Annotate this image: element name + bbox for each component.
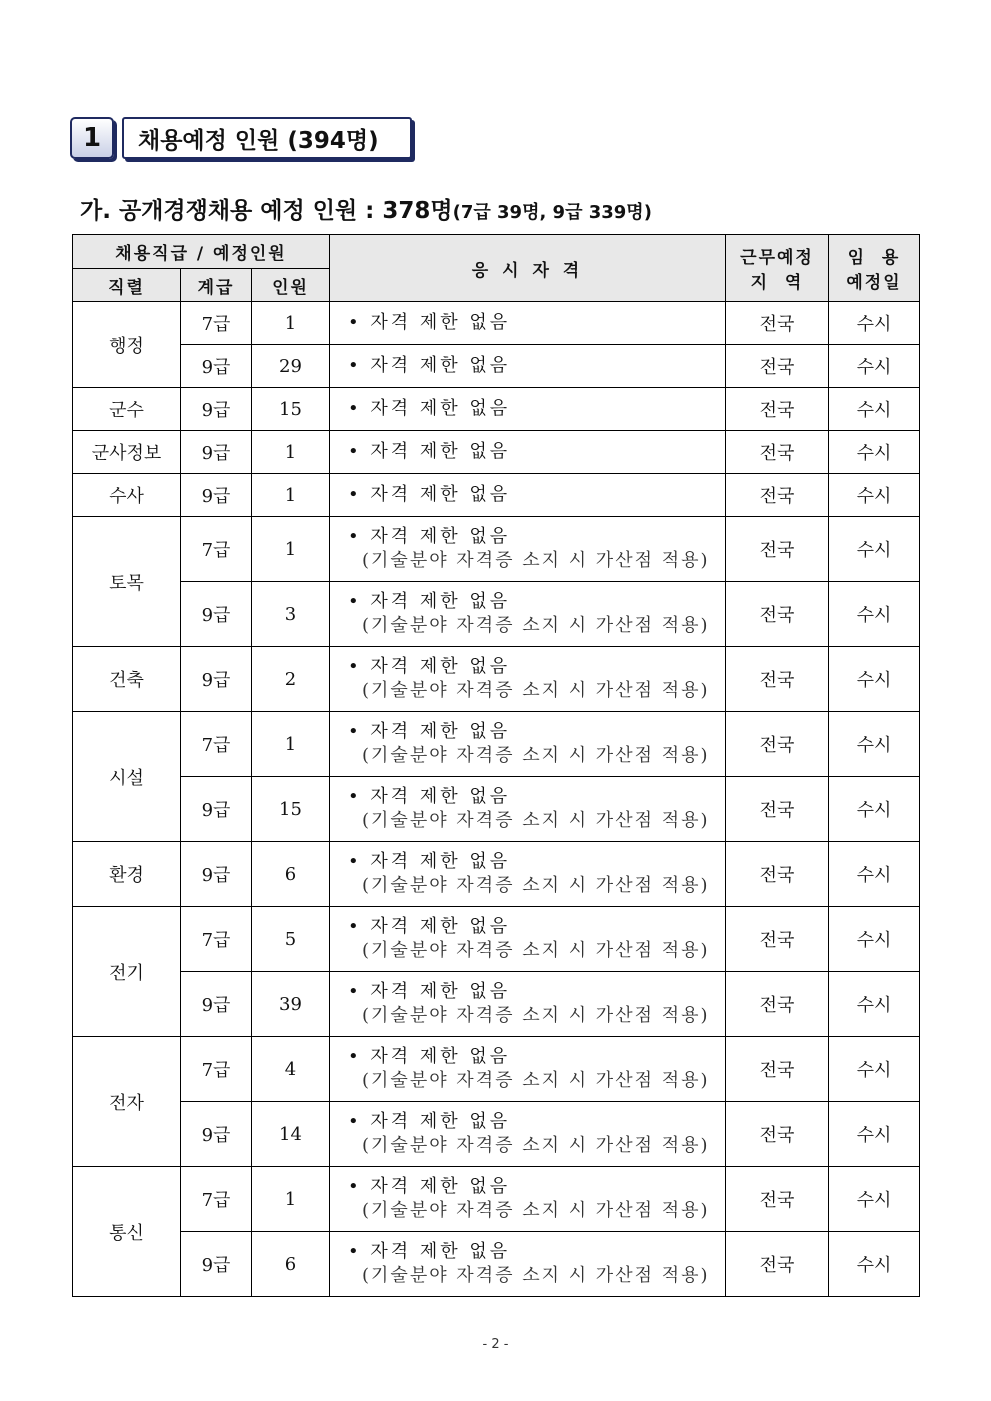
qualification-note: (기술분야 자격증 소지 시 가산점 적용) xyxy=(362,1005,710,1026)
qualification-note: (기술분야 자격증 소지 시 가산점 적용) xyxy=(362,615,710,636)
cell-count: 29 xyxy=(252,345,330,388)
cell-qualification xyxy=(330,474,726,517)
qualification-text: • 자격 제한 없음 xyxy=(348,916,511,937)
cell-count: 5 xyxy=(252,907,330,972)
cell-grade: 7급 xyxy=(181,712,252,777)
cell-count: 15 xyxy=(252,777,330,842)
qualification-text: • 자격 제한 없음 xyxy=(348,526,511,547)
qualification-text: • 자격 제한 없음 xyxy=(348,355,511,376)
cell-count: 6 xyxy=(252,842,330,907)
cell-qualification xyxy=(330,647,726,712)
header-group: 채용직급 / 예정인원 xyxy=(73,235,330,269)
cell-count: 1 xyxy=(252,712,330,777)
table-row xyxy=(73,517,920,582)
qualification-note: (기술분야 자격증 소지 시 가산점 적용) xyxy=(362,1135,710,1156)
table-row xyxy=(73,1232,920,1297)
cell-grade: 9급 xyxy=(181,842,252,907)
qualification-note: (기술분야 자격증 소지 시 가산점 적용) xyxy=(362,745,710,766)
cell-grade: 9급 xyxy=(181,647,252,712)
section-number: 1 xyxy=(70,117,114,159)
header-job: 직렬 xyxy=(73,269,181,302)
cell-grade: 9급 xyxy=(181,777,252,842)
qualification-note: (기술분야 자격증 소지 시 가산점 적용) xyxy=(362,810,710,831)
cell-date: 수시 xyxy=(829,1167,920,1232)
qualification-text: • 자격 제한 없음 xyxy=(348,851,511,872)
cell-qualification xyxy=(330,972,726,1037)
cell-count: 3 xyxy=(252,582,330,647)
cell-region: 전국 xyxy=(726,582,829,647)
table-row xyxy=(73,582,920,647)
subtitle xyxy=(80,192,652,225)
cell-count: 1 xyxy=(252,1167,330,1232)
qualification-text: • 자격 제한 없음 xyxy=(348,786,511,807)
cell-qualification xyxy=(330,777,726,842)
table-row xyxy=(73,647,920,712)
qualification-text: • 자격 제한 없음 xyxy=(348,1046,511,1067)
section-header xyxy=(70,117,430,163)
cell-job: 전기 xyxy=(73,907,181,1037)
table-row xyxy=(73,1167,920,1232)
cell-region: 전국 xyxy=(726,777,829,842)
cell-region: 전국 xyxy=(726,517,829,582)
header-region-line1: 근무예정 xyxy=(740,248,814,268)
cell-qualification xyxy=(330,1037,726,1102)
cell-job: 행정 xyxy=(73,302,181,388)
cell-date: 수시 xyxy=(829,1102,920,1167)
cell-count: 6 xyxy=(252,1232,330,1297)
recruitment-table xyxy=(72,234,920,1297)
cell-region: 전국 xyxy=(726,345,829,388)
cell-job: 시설 xyxy=(73,712,181,842)
cell-grade: 9급 xyxy=(181,345,252,388)
cell-qualification xyxy=(330,517,726,582)
cell-region: 전국 xyxy=(726,1232,829,1297)
header-region-line2: 지 역 xyxy=(750,273,804,293)
cell-job: 군수 xyxy=(73,388,181,431)
cell-region: 전국 xyxy=(726,647,829,712)
cell-grade: 7급 xyxy=(181,907,252,972)
qualification-text: • 자격 제한 없음 xyxy=(348,591,511,612)
cell-job: 건축 xyxy=(73,647,181,712)
cell-date: 수시 xyxy=(829,345,920,388)
table-row xyxy=(73,474,920,517)
cell-grade: 9급 xyxy=(181,431,252,474)
cell-date: 수시 xyxy=(829,972,920,1037)
cell-grade: 9급 xyxy=(181,582,252,647)
cell-date: 수시 xyxy=(829,302,920,345)
qualification-note: (기술분야 자격증 소지 시 가산점 적용) xyxy=(362,1265,710,1286)
cell-qualification xyxy=(330,431,726,474)
cell-region: 전국 xyxy=(726,1102,829,1167)
cell-date: 수시 xyxy=(829,647,920,712)
qualification-text: • 자격 제한 없음 xyxy=(348,484,511,505)
cell-grade: 7급 xyxy=(181,517,252,582)
cell-date: 수시 xyxy=(829,1037,920,1102)
cell-region: 전국 xyxy=(726,1167,829,1232)
qualification-note: (기술분야 자격증 소지 시 가산점 적용) xyxy=(362,875,710,896)
cell-grade: 9급 xyxy=(181,1232,252,1297)
cell-qualification xyxy=(330,388,726,431)
qualification-note: (기술분야 자격증 소지 시 가산점 적용) xyxy=(362,1200,710,1221)
qualification-text: • 자격 제한 없음 xyxy=(348,721,511,742)
cell-date: 수시 xyxy=(829,1232,920,1297)
table-row xyxy=(73,345,920,388)
table-row xyxy=(73,777,920,842)
cell-count: 1 xyxy=(252,302,330,345)
cell-qualification xyxy=(330,842,726,907)
cell-region: 전국 xyxy=(726,474,829,517)
cell-date: 수시 xyxy=(829,907,920,972)
table-row xyxy=(73,907,920,972)
cell-date: 수시 xyxy=(829,842,920,907)
cell-qualification xyxy=(330,907,726,972)
header-date-line2: 예정일 xyxy=(846,273,902,293)
cell-grade: 7급 xyxy=(181,1167,252,1232)
table-row xyxy=(73,1037,920,1102)
cell-date: 수시 xyxy=(829,712,920,777)
cell-date: 수시 xyxy=(829,777,920,842)
cell-count: 4 xyxy=(252,1037,330,1102)
cell-job: 전자 xyxy=(73,1037,181,1167)
qualification-text: • 자격 제한 없음 xyxy=(348,1241,511,1262)
cell-region: 전국 xyxy=(726,431,829,474)
cell-count: 2 xyxy=(252,647,330,712)
cell-grade: 9급 xyxy=(181,388,252,431)
subtitle-detail: (7급 39명, 9급 339명) xyxy=(452,202,652,223)
cell-grade: 7급 xyxy=(181,1037,252,1102)
cell-qualification xyxy=(330,1102,726,1167)
cell-region: 전국 xyxy=(726,907,829,972)
cell-region: 전국 xyxy=(726,1037,829,1102)
cell-qualification xyxy=(330,345,726,388)
header-qualification: 응 시 자 격 xyxy=(330,235,726,302)
cell-count: 15 xyxy=(252,388,330,431)
cell-region: 전국 xyxy=(726,302,829,345)
page-number: - 2 - xyxy=(482,1337,509,1352)
qualification-note: (기술분야 자격증 소지 시 가산점 적용) xyxy=(362,940,710,961)
qualification-text: • 자격 제한 없음 xyxy=(348,656,511,677)
cell-job: 통신 xyxy=(73,1167,181,1297)
cell-grade: 9급 xyxy=(181,1102,252,1167)
cell-qualification xyxy=(330,1167,726,1232)
cell-qualification xyxy=(330,1232,726,1297)
cell-job: 환경 xyxy=(73,842,181,907)
qualification-text: • 자격 제한 없음 xyxy=(348,981,511,1002)
cell-grade: 7급 xyxy=(181,302,252,345)
cell-job: 토목 xyxy=(73,517,181,647)
header-date-line1: 임 용 xyxy=(847,248,901,268)
cell-grade: 9급 xyxy=(181,474,252,517)
table-row xyxy=(73,388,920,431)
table-row xyxy=(73,431,920,474)
cell-date: 수시 xyxy=(829,474,920,517)
table-row xyxy=(73,842,920,907)
cell-region: 전국 xyxy=(726,842,829,907)
cell-count: 39 xyxy=(252,972,330,1037)
table-row xyxy=(73,1102,920,1167)
subtitle-main: 가. 공개경쟁채용 예정 인원 : 378명 xyxy=(80,198,453,224)
cell-job: 수사 xyxy=(73,474,181,517)
cell-date: 수시 xyxy=(829,582,920,647)
table-row xyxy=(73,712,920,777)
qualification-note: (기술분야 자격증 소지 시 가산점 적용) xyxy=(362,680,710,701)
section-title: 채용예정 인원 (394명) xyxy=(122,117,412,159)
qualification-text: • 자격 제한 없음 xyxy=(348,1176,511,1197)
qualification-note: (기술분야 자격증 소지 시 가산점 적용) xyxy=(362,550,710,571)
cell-count: 1 xyxy=(252,431,330,474)
cell-date: 수시 xyxy=(829,517,920,582)
cell-region: 전국 xyxy=(726,712,829,777)
header-grade: 계급 xyxy=(181,269,252,302)
qualification-note: (기술분야 자격증 소지 시 가산점 적용) xyxy=(362,1070,710,1091)
table-row xyxy=(73,972,920,1037)
cell-date: 수시 xyxy=(829,431,920,474)
header-date xyxy=(829,235,920,302)
cell-region: 전국 xyxy=(726,388,829,431)
qualification-text: • 자격 제한 없음 xyxy=(348,441,511,462)
cell-qualification xyxy=(330,712,726,777)
cell-date: 수시 xyxy=(829,388,920,431)
cell-grade: 9급 xyxy=(181,972,252,1037)
qualification-text: • 자격 제한 없음 xyxy=(348,1111,511,1132)
qualification-text: • 자격 제한 없음 xyxy=(348,398,511,419)
cell-job: 군사정보 xyxy=(73,431,181,474)
header-count: 인원 xyxy=(252,269,330,302)
cell-qualification xyxy=(330,582,726,647)
cell-count: 1 xyxy=(252,474,330,517)
cell-count: 1 xyxy=(252,517,330,582)
cell-region: 전국 xyxy=(726,972,829,1037)
cell-count: 14 xyxy=(252,1102,330,1167)
header-region xyxy=(726,235,829,302)
table-row xyxy=(73,302,920,345)
cell-qualification xyxy=(330,302,726,345)
table-body xyxy=(73,302,920,1297)
qualification-text: • 자격 제한 없음 xyxy=(348,312,511,333)
